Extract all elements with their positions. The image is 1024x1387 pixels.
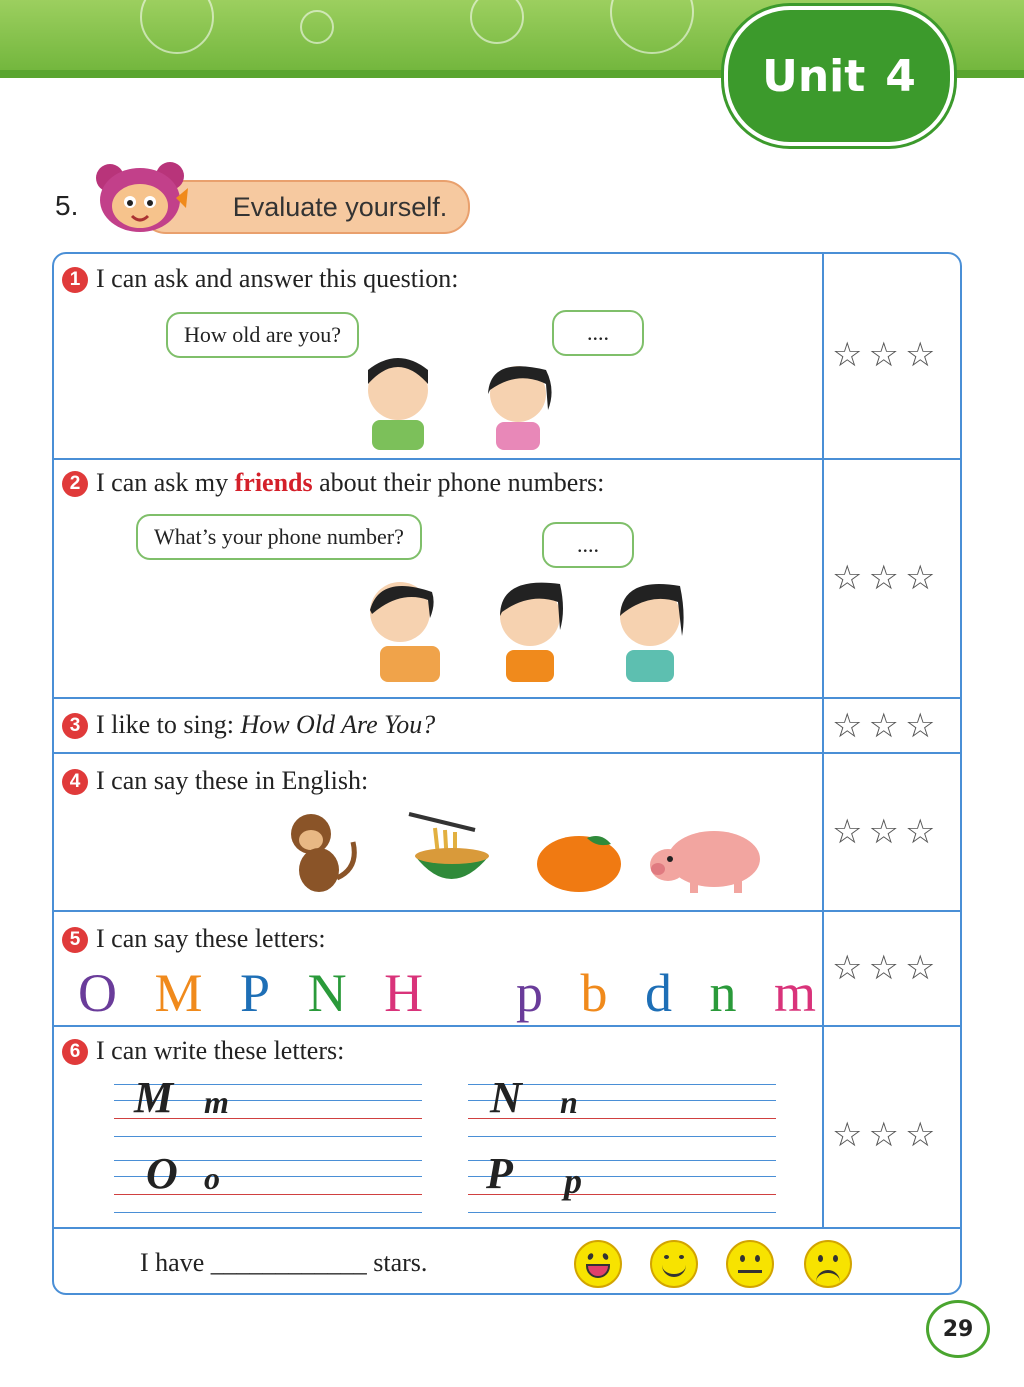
- writing-o-lower: o: [204, 1160, 220, 1196]
- guide-line: [468, 1194, 776, 1195]
- song-title: How Old Are You?: [240, 710, 436, 739]
- item-5: [62, 924, 326, 954]
- item-number-badge: 6: [62, 1039, 88, 1065]
- item-number-badge: 4: [62, 769, 88, 795]
- writing-p-lower: p: [564, 1161, 582, 1201]
- letter-O: O: [78, 963, 117, 1023]
- page-number: 29: [926, 1300, 990, 1358]
- letter-m: m: [774, 963, 817, 1023]
- writing-N-upper: N: [490, 1073, 522, 1122]
- stars-column-divider: [822, 252, 824, 1227]
- item-text: I can write these letters:: [96, 1036, 345, 1065]
- star-rating[interactable]: ☆☆☆: [832, 706, 942, 746]
- item-number-badge: 2: [62, 471, 88, 497]
- item-text-continued: about their phone numbers:: [319, 468, 605, 497]
- noodles-icon: [405, 810, 495, 890]
- item-text: I can ask and answer this question:: [96, 264, 459, 293]
- star-rating[interactable]: ☆☆☆: [832, 948, 942, 988]
- guide-line: [468, 1176, 776, 1177]
- row-divider: [52, 910, 962, 912]
- item-6: [62, 1036, 344, 1066]
- unit-badge: [724, 6, 954, 146]
- star-rating[interactable]: ☆☆☆: [832, 1115, 942, 1155]
- item-2: [62, 468, 604, 498]
- row-divider: [52, 1025, 962, 1027]
- footer-text-end: stars.: [373, 1248, 428, 1277]
- smiling-face-icon[interactable]: [650, 1240, 698, 1288]
- speech-bubble-question: What’s your phone number?: [136, 514, 422, 560]
- speech-bubble-question: How old are you?: [166, 312, 359, 358]
- decor-circle: [300, 10, 334, 44]
- pig-icon: [650, 825, 770, 895]
- letter-n: n: [709, 963, 737, 1023]
- item-1: [62, 264, 458, 294]
- row-divider: [52, 1227, 962, 1229]
- children-talking-illustration: [350, 350, 580, 450]
- writing-M-upper: M: [134, 1073, 174, 1122]
- item-number-badge: 1: [62, 267, 88, 293]
- neutral-face-icon[interactable]: [726, 1240, 774, 1288]
- children-phone-illustration: [350, 570, 710, 685]
- guide-line: [468, 1136, 776, 1137]
- guide-line: [468, 1160, 776, 1161]
- letter-N: N: [307, 963, 347, 1023]
- writing-n-lower: n: [560, 1084, 578, 1120]
- decor-circle: [610, 0, 694, 54]
- writing-m-lower: m: [204, 1084, 229, 1120]
- stars-total-line: [140, 1248, 427, 1278]
- decor-circle: [140, 0, 214, 54]
- star-rating[interactable]: ☆☆☆: [832, 812, 942, 852]
- writing-P-upper: P: [486, 1149, 513, 1198]
- speech-bubble-answer: ....: [552, 310, 644, 356]
- item-number-badge: 3: [62, 713, 88, 739]
- highlight-word: friends: [234, 468, 313, 497]
- guide-line: [468, 1212, 776, 1213]
- unit-number: 4: [885, 50, 916, 102]
- letter-b: b: [580, 963, 608, 1023]
- row-divider: [52, 752, 962, 754]
- letter-M: M: [154, 963, 203, 1023]
- uppercase-letters: [78, 962, 447, 1024]
- row-divider: [52, 697, 962, 699]
- star-rating[interactable]: ☆☆☆: [832, 335, 942, 375]
- sad-face-icon[interactable]: [804, 1240, 852, 1288]
- laughing-face-icon[interactable]: [574, 1240, 622, 1288]
- writing-O-upper: O: [146, 1149, 178, 1198]
- letter-d: d: [645, 963, 672, 1023]
- decor-circle: [470, 0, 524, 44]
- star-rating[interactable]: ☆☆☆: [832, 558, 942, 598]
- guide-line: [114, 1212, 422, 1213]
- item-text: I can say these letters:: [96, 924, 326, 953]
- section-number: 5.: [55, 190, 79, 221]
- stars-count-blank[interactable]: ____________: [210, 1248, 367, 1277]
- orange-icon: [535, 832, 625, 892]
- lowercase-letters: [516, 962, 840, 1024]
- footer-text: I have: [140, 1248, 205, 1277]
- row-divider: [52, 458, 962, 460]
- item-4: [62, 766, 368, 796]
- item-text: I like to sing:: [96, 710, 234, 739]
- monkey-icon: [275, 808, 361, 898]
- section-title-text: Evaluate yourself.: [232, 191, 448, 222]
- item-text: I can say these in English:: [96, 766, 369, 795]
- item-text: I can ask my: [96, 468, 229, 497]
- item-3: [62, 710, 435, 740]
- letter-p: p: [516, 963, 543, 1023]
- guide-line: [114, 1136, 422, 1137]
- item-number-badge: 5: [62, 927, 88, 953]
- speech-bubble-answer: ....: [542, 522, 634, 568]
- mascot-icon: [92, 158, 192, 238]
- unit-word: Unit: [762, 50, 866, 102]
- letter-P: P: [240, 963, 271, 1023]
- letter-H: H: [384, 963, 424, 1023]
